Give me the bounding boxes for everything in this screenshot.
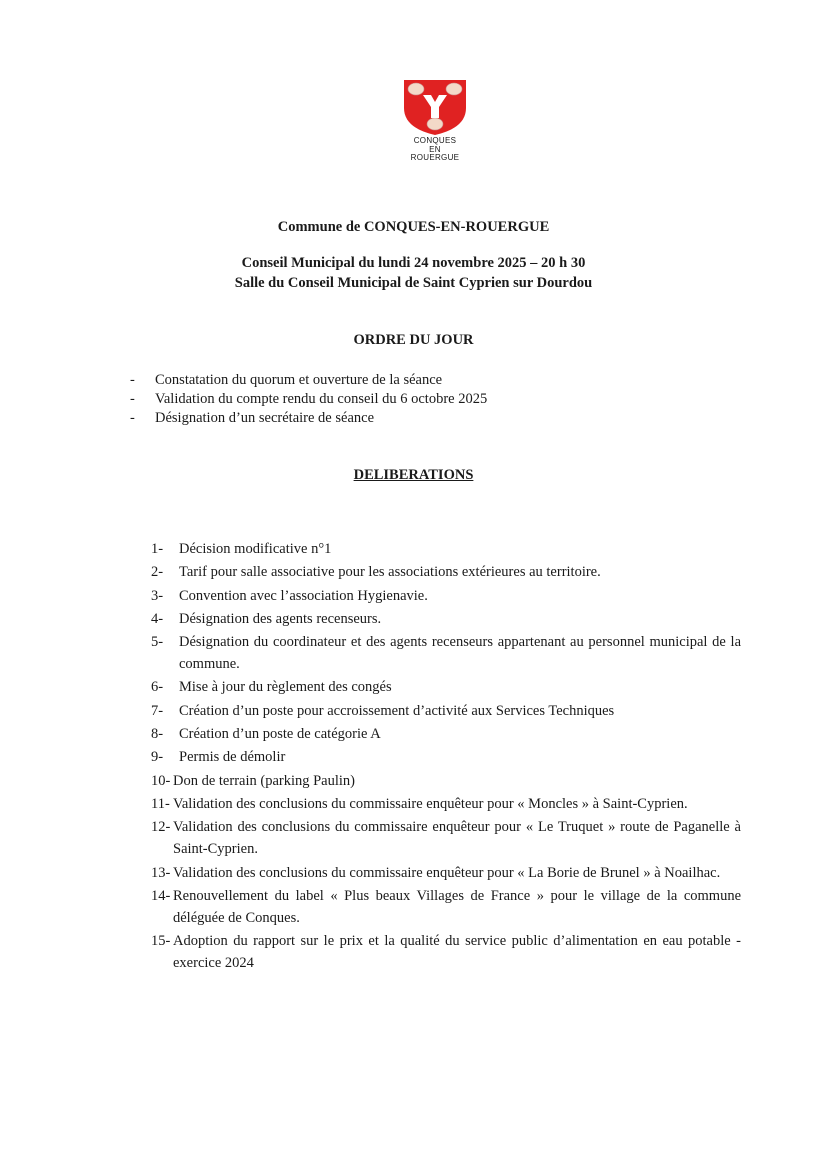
deliberation-item	[151, 746, 741, 768]
agenda-title: ORDRE DU JOUR	[353, 332, 474, 348]
deliberations-list	[151, 538, 741, 975]
deliberation-item	[151, 793, 741, 815]
item-text: Validation des conclusions du commissaire enquêteur pour « Le Truquet » route de Paganelle à Saint-Cyprien.	[173, 819, 741, 858]
deliberation-item	[151, 585, 741, 607]
deliberation-item	[151, 862, 741, 884]
item-text: Création d’un poste pour accroissement d’activité aux Services Techniques	[179, 702, 615, 719]
logo-line: CONQUES	[413, 136, 457, 145]
item-number: 5-	[151, 634, 164, 651]
agenda-item: - Désignation d’un secrétaire de séance	[130, 410, 375, 426]
item-number: 7-	[151, 702, 164, 719]
item-number: 10-	[151, 772, 171, 789]
item-text: Tarif pour salle associative pour les associations extérieures au territoire.	[179, 564, 601, 581]
item-text: Don de terrain (parking Paulin)	[173, 772, 356, 789]
item-number: 14-	[151, 887, 171, 904]
item-text: Désignation du coordinateur et des agents recenseurs appartenant au personnel municipal de la commune.	[179, 634, 741, 673]
agenda-list	[130, 371, 487, 428]
item-text: Désignation des agents recenseurs.	[179, 610, 382, 627]
item-text: Renouvellement du label « Plus beaux Villages de France » pour le village de la commune déléguée de Conques.	[173, 887, 741, 926]
item-text: Adoption du rapport sur le prix et la qualité du service public d’alimentation en eau potable - exercice 2024	[173, 933, 741, 972]
commune-title: Commune de CONQUES-EN-ROUERGUE	[277, 219, 550, 235]
meeting-title: Conseil Municipal du lundi 24 novembre 2025 – 20 h 30	[241, 255, 586, 271]
logo-line: EN	[429, 144, 441, 154]
deliberation-item	[151, 816, 741, 860]
item-number: 2-	[151, 564, 164, 581]
coat-of-arms-logo	[402, 78, 468, 136]
item-number: 9-	[151, 749, 164, 766]
agenda-item: - Constatation du quorum et ouverture de la séance	[130, 372, 443, 388]
agenda-item-text: Validation du compte rendu du conseil du 6 octobre 2025	[155, 391, 488, 407]
deliberation-item	[151, 608, 741, 630]
deliberation-item	[151, 676, 741, 698]
deliberation-item	[151, 538, 741, 560]
item-number: 1-	[151, 541, 164, 557]
item-number: 8-	[151, 726, 164, 743]
deliberation-item	[151, 561, 741, 583]
item-number: 15-	[151, 933, 171, 950]
deliberation-item	[151, 631, 741, 675]
logo-line: ROUERGUE	[410, 153, 460, 162]
item-number: 11-	[151, 795, 170, 812]
agenda-item: - Validation du compte rendu du conseil du 6 octobre 2025	[130, 391, 488, 407]
item-text: Création d’un poste de catégorie A	[179, 726, 381, 743]
meeting-venue: Salle du Conseil Municipal de Saint Cyprien sur Dourdou	[234, 275, 593, 291]
logo-text	[390, 137, 480, 163]
item-text: Permis de démolir	[179, 749, 286, 766]
item-text: Validation des conclusions du commissaire enquêteur pour « Moncles » à Saint-Cyprien.	[173, 795, 688, 812]
item-number: 13-	[151, 864, 171, 881]
item-text: Validation des conclusions du commissaire enquêteur pour « La Borie de Brunel » à Noailhac.	[173, 864, 721, 881]
deliberation-item	[151, 723, 741, 745]
deliberation-item	[151, 700, 741, 722]
item-number: 12-	[151, 819, 171, 836]
deliberation-item	[151, 885, 741, 929]
agenda-item-text: Désignation d’un secrétaire de séance	[155, 410, 375, 426]
item-text: Convention avec l’association Hygienavie.	[179, 587, 428, 604]
deliberations-title: DELIBERATIONS	[353, 467, 474, 483]
deliberation-item	[151, 770, 741, 792]
item-number: 4-	[151, 610, 164, 627]
agenda-item-text: Constatation du quorum et ouverture de la séance	[155, 372, 443, 388]
item-text: Mise à jour du règlement des congés	[179, 679, 392, 696]
item-number: 3-	[151, 587, 164, 604]
item-number: 6-	[151, 679, 164, 696]
item-text: Décision modificative n°1	[179, 541, 332, 557]
deliberation-item	[151, 930, 741, 974]
